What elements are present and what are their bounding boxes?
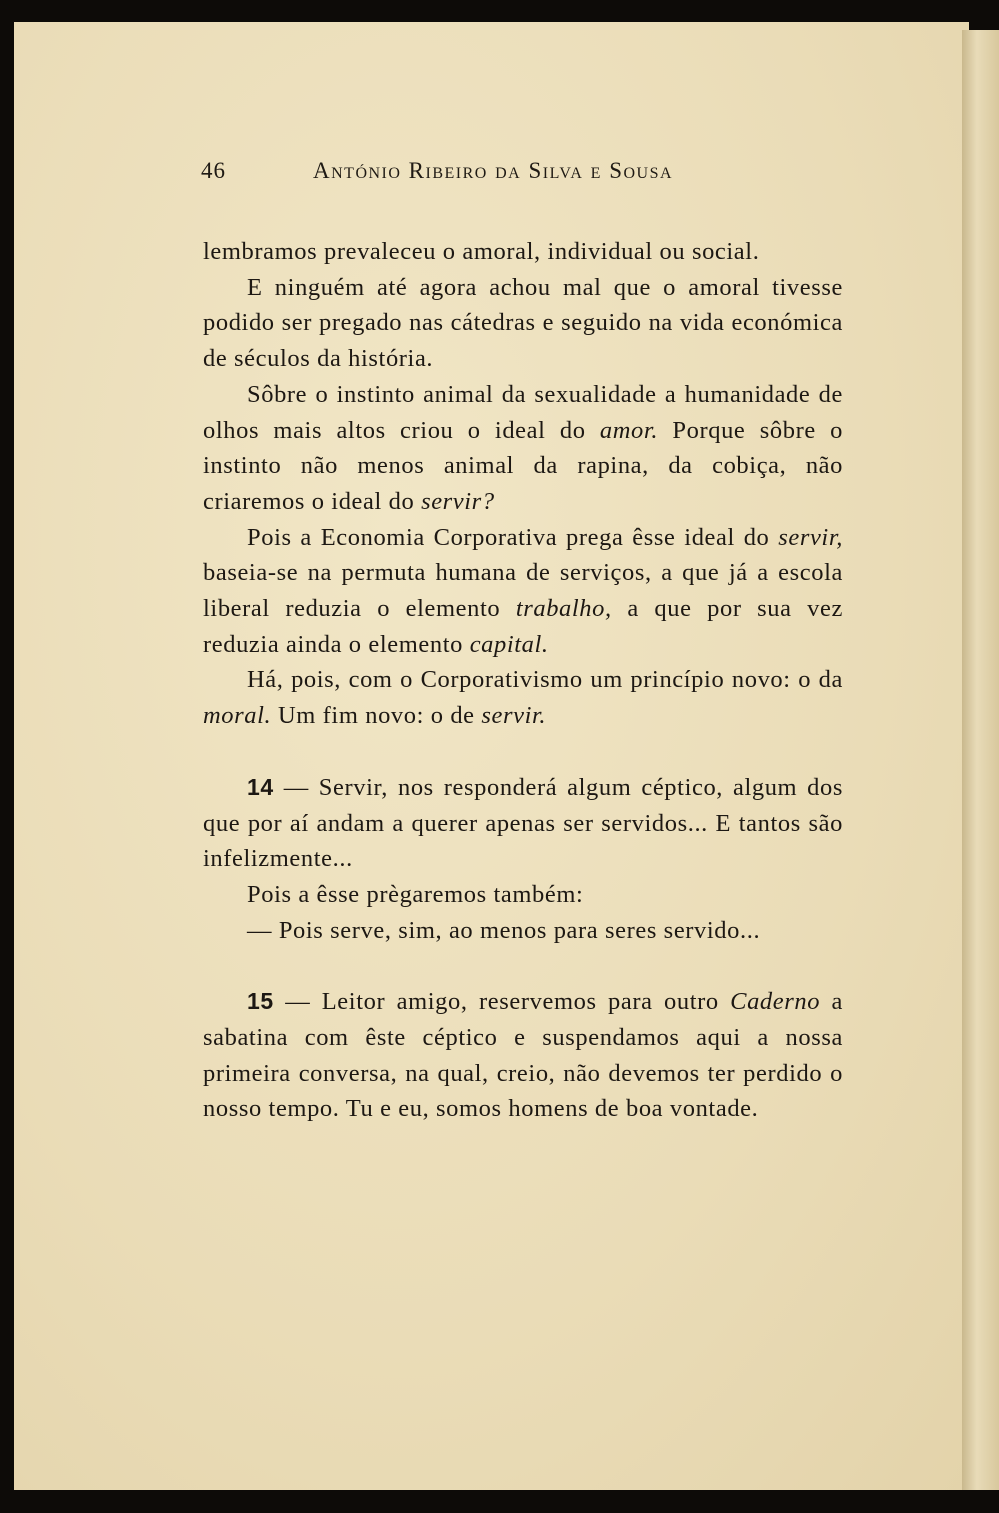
section-14-text-2: Pois a êsse prègaremos também: — [247, 880, 584, 908]
section-number-14: 14 — [247, 773, 274, 800]
paragraph-4 — [203, 520, 843, 663]
italic-trabalho: trabalho, — [515, 595, 612, 623]
italic-servir-2: servir, — [778, 523, 843, 551]
paragraph-3-text-a: Sôbre o instinto animal da sexualidade a humanidade de olhos mais altos criou o ideal do — [203, 380, 843, 444]
paragraph-3 — [203, 377, 843, 520]
paragraph-4-text-b: baseia-se na permuta humana de serviços, a que já a escola liberal reduzia o elemento — [203, 559, 843, 623]
section-14-text-3: — Pois serve, sim, ao menos para seres servido... — [247, 916, 761, 944]
paragraph-3-text-b: Porque sôbre o instinto não menos animal da rapina, da cobiça, não criaremos o ideal do — [203, 416, 843, 515]
section-14-paragraph-3 — [203, 913, 843, 949]
section-15-text-a: — Leitor amigo, reservemos para outro — [273, 988, 731, 1016]
italic-moral: moral. — [203, 702, 272, 730]
section-14-text: — Servir, nos responderá algum céptico, algum dos que por aí andam a querer apenas ser servidos... E tantos são infelizmente... — [203, 773, 843, 873]
italic-amor: amor. — [599, 416, 659, 444]
italic-capital: capital. — [469, 630, 549, 658]
page-edge — [962, 30, 999, 1490]
running-head — [201, 158, 841, 190]
italic-caderno: Caderno — [730, 988, 821, 1016]
paragraph-1 — [203, 234, 843, 270]
section-15 — [203, 984, 843, 1127]
paragraph-1-text: lembramos prevaleceu o amoral, individual ou social. — [203, 238, 760, 265]
paragraph-5 — [203, 662, 843, 733]
paragraph-5-text-a: Há, pois, com o Corporativismo um princípio novo: o da — [247, 666, 843, 694]
paragraph-5-text-b: Um fim novo: o de — [271, 702, 482, 730]
italic-servir: servir? — [421, 487, 495, 515]
section-14-paragraph-2 — [203, 877, 843, 913]
body-text — [203, 234, 843, 1127]
paragraph-4-text-c: a que por sua vez reduzia ainda o elemento — [203, 595, 843, 658]
section-15-text-b: a sabatina com êste céptico e suspendamos aqui a nossa primeira conversa, na qual, creio, não devemos ter perdido o nosso tempo. Tu e eu, somos homens de boa vontade. — [203, 988, 843, 1123]
paragraph-4-text-a: Pois a Economia Corporativa prega êsse ideal do — [247, 523, 779, 551]
section-14 — [203, 770, 843, 877]
paragraph-2 — [203, 270, 843, 377]
section-number-15: 15 — [247, 988, 274, 1015]
running-title: António Ribeiro da Silva e Sousa — [313, 158, 674, 183]
paragraph-2-text: E ninguém até agora achou mal que o amoral tivesse podido ser pregado nas cátedras e seguido na vida económica de séculos da história. — [203, 273, 843, 373]
italic-servir-3: servir. — [481, 702, 547, 730]
page-number: 46 — [201, 158, 226, 183]
